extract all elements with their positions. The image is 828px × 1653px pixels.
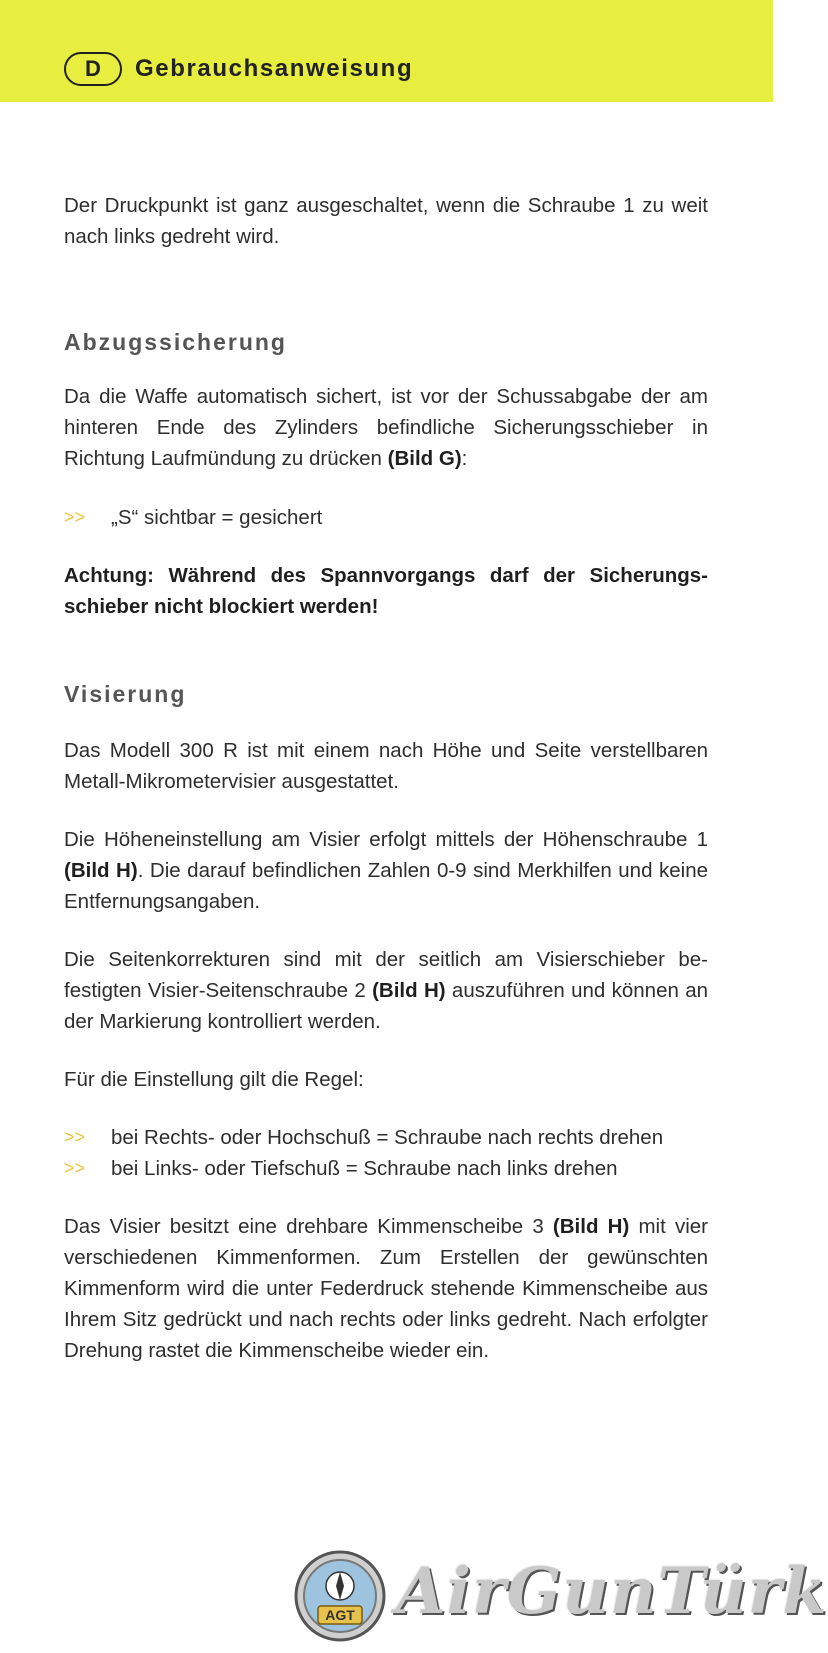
warning-paragraph: Achtung: Während des Spannvorgangs darf der Sicherungsschieber nicht blockiert werden! — [64, 564, 708, 618]
bullet-text: „S“ sichtbar = gesichert — [111, 506, 323, 529]
figure-ref: (Bild H) — [552, 1215, 630, 1238]
list-item — [64, 1153, 708, 1184]
rule-list — [64, 1122, 708, 1184]
sights-paragraph-4: Für die Einstellung gilt die Regel: — [64, 1068, 364, 1091]
manual-content — [64, 190, 708, 1366]
sights-paragraph-1: Das Modell 300 R ist mit einem nach Höhe und Seite verstellbaren Metall-Mikrometervisier ausgestattet. — [64, 739, 708, 793]
bullet-marker: >> — [64, 1127, 86, 1147]
figure-ref: (Bild H) — [64, 859, 138, 882]
intro-paragraph: Der Druckpunkt ist ganz ausgeschaltet, wenn die Schraube 1 zu weit nach links gedreht wird. — [64, 194, 708, 248]
section-heading-safety: Abzugssicherung — [64, 329, 287, 355]
bullet-marker: >> — [64, 507, 86, 527]
sights-paragraph-3: Die Seitenkorrekturen sind mit der seitlich am Visierschieber befestigten Visier-Seitenschraube 2 (Bild H) auszuführen und können an der Markierung kontrolliert werden. — [64, 948, 709, 1033]
page-header — [0, 0, 773, 102]
list-item — [64, 1122, 708, 1153]
safety-paragraph: Da die Waffe automatisch sichert, ist vor der Schussabgabe der am hinteren Ende des Zylinders befindliche Sicherungsschieber in Richtung Laufmündung zu drücken (Bild G): — [64, 385, 708, 470]
figure-ref: (Bild H) — [372, 979, 446, 1002]
brand-logo — [292, 1548, 828, 1648]
figure-ref: (Bild G) — [387, 447, 462, 470]
header-title: Gebrauchsanweisung — [135, 55, 414, 82]
bullet-text: bei Links- oder Tiefschuß = Schraube nach links drehen — [111, 1157, 618, 1180]
sights-paragraph-5: Das Visier besitzt eine drehbare Kimmenscheibe 3 (Bild H) mit vier verschiedenen Kimmenformen. Zum Erstellen der gewünschten Kimmenform wird die unter Federdruck stehende Kimmenscheibe aus Ihrem Sitz gedrückt und nach rechts oder links gedreht. Nach erfolgter Drehung rastet die Kimmenscheibe wieder ein. — [64, 1215, 708, 1362]
bullet-marker: >> — [64, 1158, 86, 1178]
section-heading-sights: Visierung — [64, 681, 187, 707]
list-item — [64, 502, 708, 533]
seal-text: AGT — [325, 1607, 355, 1623]
language-badge: D — [64, 52, 122, 86]
sights-paragraph-2: Die Höheneinstellung am Visier erfolgt mittels der Höhenschraube 1 (Bild H). Die darauf befindlichen Zahlen 0-9 sind Merkhilfen und keine Entfernungsangaben. — [64, 828, 709, 913]
seal-icon — [292, 1548, 388, 1644]
brand-wordmark: AirGunTürk — [396, 1554, 828, 1629]
bullet-text: bei Rechts- oder Hochschuß = Schraube nach rechts drehen — [111, 1126, 664, 1149]
